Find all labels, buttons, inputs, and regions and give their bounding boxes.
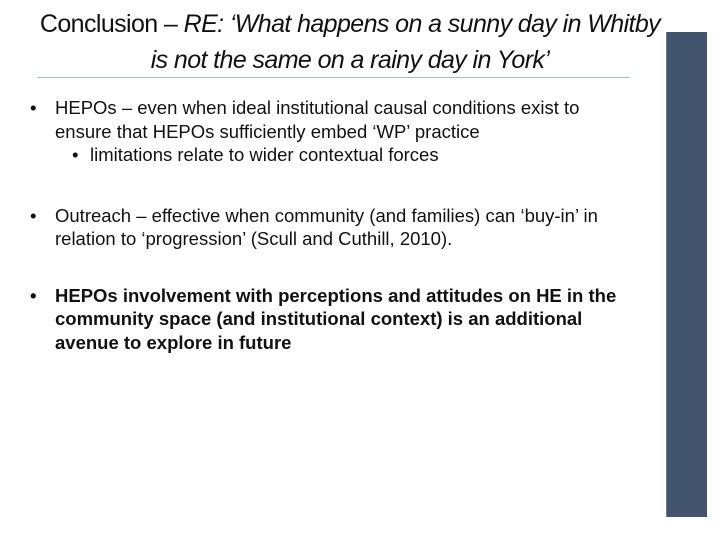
title-lead: Conclusion – [39,10,184,38]
sub-bullet-text: limitations relate to wider contextual forces [90,144,439,165]
decorative-side-bar [666,32,707,517]
bullet-marker: • [30,97,37,118]
slide-body [30,96,640,354]
bullet-item [30,204,640,251]
bullet-item [30,284,640,355]
sub-bullet-item [30,143,640,167]
bullet-item [30,96,640,143]
bullet-marker: • [30,284,37,306]
bullet-text: HEPOs – even when ideal institutional causal conditions exist to ensure that HEPOs sufficiently embed ‘WP’ practice [55,97,580,142]
bullet-marker: • [30,204,37,226]
bullet-text: HEPOs involvement with perceptions and attitudes on HE in the community space (and institutional context) is an additional avenue to explore in future [55,284,617,353]
title-divider [37,77,630,78]
spacer [30,167,640,204]
title-quote: RE: ‘What happens on a sunny day in Whitby is not the same on a rainy day in York’ [150,10,661,74]
sub-bullet-marker: • [72,144,79,165]
bullet-text: Outreach – effective when community (and families) can ‘buy-in’ in relation to ‘progression’ (Scull and Cuthill, 2010). [55,204,598,249]
slide-title [30,6,670,78]
spacer [30,251,640,284]
